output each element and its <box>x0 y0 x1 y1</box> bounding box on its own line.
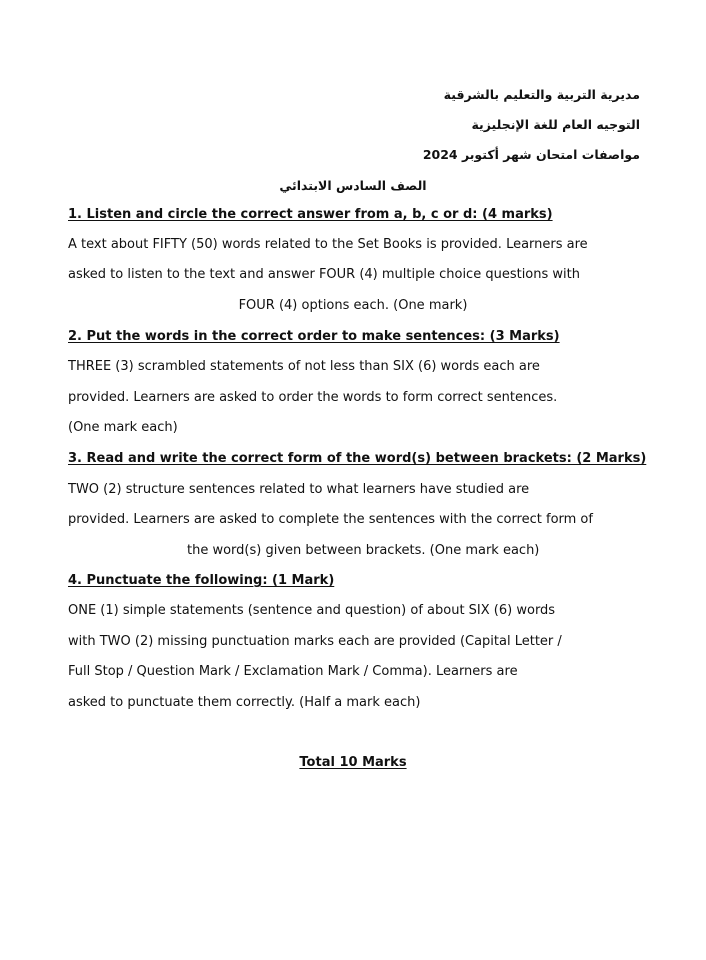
supervision-title: التوجيه العام للغة الإنجليزية <box>471 117 640 132</box>
exam-specs-title: مواصفات امتحان شهر أكتوبر 2024 <box>422 147 640 162</box>
section-2-line-2: provided. Learners are asked to order the words to form correct sentences. <box>68 390 558 405</box>
grade-title: الصف السادس الابتدائي <box>279 178 427 193</box>
section-2-line-1: THREE (3) scrambled statements of not less than SIX (6) words each are <box>68 359 540 374</box>
section-1-line-3: FOUR (4) options each. (One mark) <box>238 298 468 313</box>
section-4-line-1: ONE (1) simple statements (sentence and question) of about SIX (6) words <box>68 603 556 618</box>
section-1-line-2: asked to listen to the text and answer FOUR (4) multiple choice questions with <box>68 267 580 282</box>
section-3-heading: 3. Read and write the correct form of the word(s) between brackets: (2 Marks) <box>68 451 647 466</box>
total-marks: Total 10 Marks <box>299 755 407 770</box>
section-4-line-4: asked to punctuate them correctly. (Half a mark each) <box>68 695 421 710</box>
section-2-line-3: (One mark each) <box>68 420 178 435</box>
section-1-heading: 1. Listen and circle the correct answer from a, b, c or d: (4 marks) <box>68 207 553 222</box>
section-4-heading: 4. Punctuate the following: (1 Mark) <box>68 573 335 588</box>
section-4-line-3: Full Stop / Question Mark / Exclamation Mark / Comma). Learners are <box>68 664 518 679</box>
section-4-line-2: with TWO (2) missing punctuation marks each are provided (Capital Letter / <box>68 634 562 649</box>
directorate-title: مديرية التربية والتعليم بالشرقية <box>443 87 640 102</box>
section-1-line-1: A text about FIFTY (50) words related to the Set Books is provided. Learners are <box>68 237 588 252</box>
section-3-line-1: TWO (2) structure sentences related to what learners have studied are <box>68 482 530 497</box>
section-3-line-2: provided. Learners are asked to complete the sentences with the correct form of <box>68 512 593 527</box>
section-2-heading: 2. Put the words in the correct order to make sentences: (3 Marks) <box>68 329 560 344</box>
section-3-line-3: the word(s) given between brackets. (One mark each) <box>187 543 540 558</box>
